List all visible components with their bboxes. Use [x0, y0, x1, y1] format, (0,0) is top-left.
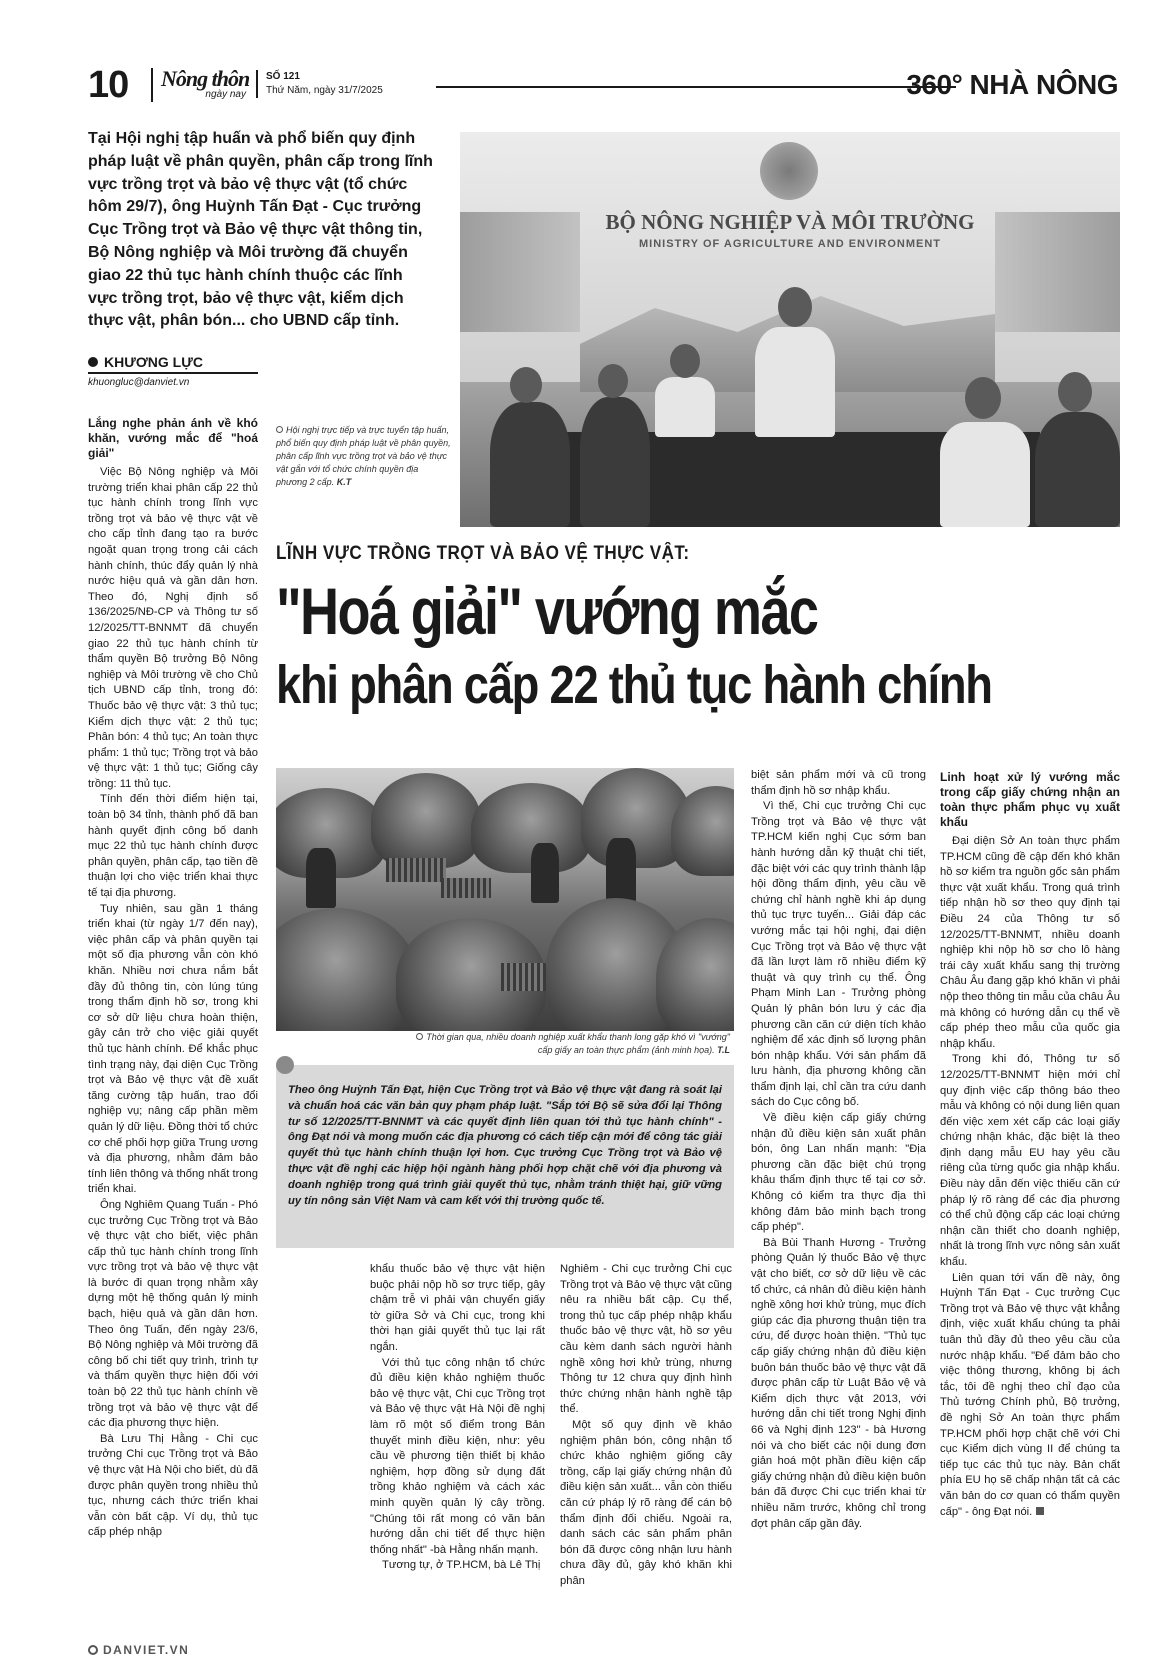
paragraph: Tuy nhiên, sau gần 1 tháng triển khai (từ ngày 1/7 đến nay), việc phân cấp và phân quyền tại một số địa phương vẫn còn khó khăn. Nhiều nơi chưa nắm bắt đầy đủ thông tin, còn lúng túng trong thẩm định hồ sơ, trong khi cơ sở dữ liệu chưa hoàn thiện, gây cản trở cho việc giải quyết thủ tục hành chính. Để khắc phục tình trạng này, đại diện Cục Trồng trọt và Bảo vệ thực vật đề xuất tăng cường tập huấn, trao đổi nghiệp vụ; nâng cấp phần mềm quản lý dữ liệu. Đồng thời tổ chức cơ chế phối hợp giữa Trung ương và địa phương, nhằm đảm bảo tính liên thông và thống nhất trong triển khai.: [88, 902, 258, 1196]
logo-main-text: Nông thôn: [161, 66, 250, 91]
section-title: 360° NHÀ NÔNG: [906, 69, 1118, 100]
end-of-article-icon: [1036, 1507, 1044, 1515]
paragraph: Việc Bộ Nông nghiệp và Môi trường triển khai phân cấp 22 thủ tục hành chính trong lĩnh vực trồng trọt và bảo vệ thực vật về cho cấp tỉnh đang tạo ra bước ngoặt quan trọng trong cải cách hành chính, thúc đẩy quản lý nhà nước hiệu quả và gần dân hơn. Theo đó, Nghị định số 136/2025/NĐ-CP và Thông tư số 12/2025/TT-BNNMT đã chuyển giao 22 thủ tục hành chính từ thẩm quyền Bộ trưởng Bộ Nông nghiệp và Môi trường về cho Chủ tịch UBND cấp tỉnh, trong đó: Thuốc bảo vệ thực vật: 3 thủ tục; Kiểm dịch thực vật: 2 thủ tục; Phân bón: 4 thủ tục; An toàn thực phẩm: 1 thủ tục; Trồng trọt và bảo vệ thực vật: 1 thủ tục; Giống cây trồng: 11 thủ tục.: [88, 466, 258, 790]
worker-figure: [306, 848, 336, 908]
attendee-head: [598, 364, 628, 398]
photo2-credit: T.L: [717, 1045, 730, 1055]
fruit-crate: [501, 963, 551, 991]
logo-sub-text: ngày nay: [205, 89, 246, 100]
paragraph: khẩu thuốc bảo vệ thực vật hiện buộc phải nộp hồ sơ trực tiếp, gây chậm trễ vì phải vận chuyển giấy tờ giữa Sở và Chi cục, trong khi thời hạn giải quyết thủ tục lại rất ngắn.: [370, 1263, 545, 1353]
paragraph: [940, 1271, 1120, 1521]
author-name: KHƯƠNG LỰC: [104, 354, 203, 370]
body-column-1: [88, 416, 258, 1541]
closing-paragraph-text: Liên quan tới vấn đề này, ông Huỳnh Tấn Đạt - Cục trưởng Cục Trồng trọt và Bảo vệ thực vật khẳng định, việc xuất khẩu chúng ta phải tuân thủ đầy đủ theo yêu cầu của nước nhập khẩu. "Để đảm bảo cho việc thông thương, không bị ách tắc, tôi đề nghị theo chỉ đạo của Thủ tướng Chính phủ, Bộ trưởng, đề nghị Sở An toàn thực phẩm TP.HCM phối hợp chặt chẽ với Chi cục Kiểm dịch vùng II để chúng ta tiếp tục các thủ tục này. Bản chất phía EU họ sẽ chấp nhận tất cả các văn bản do cơ quan có thẩm quyền cấp" - ông Đạt nói.: [940, 1271, 1120, 1518]
attendee-head: [965, 377, 1001, 419]
article-lead: Tại Hội nghị tập huấn và phổ biến quy định pháp luật về phân quyền, phân cấp trong lĩnh vực trồng trọt và bảo vệ thực vật (tổ chức hôm 29/7), ông Huỳnh Tấn Đạt - Cục trưởng Cục Trồng trọt và Bảo vệ thực vật thông tin, Bộ Nông nghiệp và Môi trường đã chuyển giao 22 thủ tục hành chính thuộc các lĩnh vực trồng trọt, bảo vệ thực vật, kiểm dịch thực vật, phân bón... cho UBND cấp tỉnh.: [88, 130, 433, 330]
paragraph: Tương tự, ở TP.HCM, bà Lê Thị: [382, 1559, 541, 1572]
newspaper-logo: [151, 66, 250, 102]
page-number: 10: [88, 64, 129, 106]
attendee-head: [670, 344, 700, 378]
attendee-figure: [580, 397, 650, 527]
dragon-fruit-plant: [276, 908, 416, 1031]
quote-icon: [276, 1056, 294, 1074]
subheading-1: Lắng nghe phản ánh về khó khăn, vướng mắc để "hoá giải": [88, 416, 258, 460]
site-logo-icon: [88, 1645, 98, 1655]
header-rule: [436, 86, 956, 88]
speaker-figure: [755, 327, 835, 437]
headline-kicker: LĨNH VỰC TRỒNG TRỌT VÀ BẢO VỆ THỰC VẬT:: [276, 543, 690, 564]
pen-icon: [88, 357, 98, 367]
paragraph: Nghiêm - Chi cục trưởng Chi cục Trồng trọt và Bảo vệ thực vật cũng nêu ra nhiều bất cập. Cụ thể, trong thủ tục cấp phép nhập khẩu thuốc bảo vệ thực vật, hồ sơ yêu cầu kèm danh sách người hành nghề xông hơi khử trùng, nhưng Thông tư 12 chưa quy định hình thức chứng nhận hành nghề tập thể.: [560, 1263, 732, 1416]
quote-text: Theo ông Huỳnh Tấn Đạt, hiện Cục Trồng trọt và Bảo vệ thực vật đang rà soát lại và chuẩn hoá các văn bản quy phạm pháp luật. "Sắp tới Bộ sẽ sửa đổi lại Thông tư số 12/2025/TT-BNNMT và các quyết định liên quan tới thủ tục hành chính" - ông Đạt nói và mong muốn các địa phương có cách tiếp cận mới để công tác giải quyết thủ tục hành chính thuận lợi hơn. Cục trưởng Cục Trồng trọt và Bảo vệ thực vật đề nghị các hiệp hội ngành hàng phối hợp chặt chẽ với địa phương và doanh nghiệp trong quá trình giải quyết thủ tục, nhằm tránh thiệt hại, giữ vững uy tín nông sản Việt Nam và cam kết với thị trường quốc tế.: [288, 1084, 722, 1207]
attendee-head: [1058, 372, 1092, 412]
national-emblem-icon: [760, 142, 818, 200]
camera-icon: [276, 426, 283, 433]
author-block: [88, 354, 258, 388]
paragraph: Vì thế, Chi cục trưởng Chi cục Trồng trọt và Bảo vệ thực vật TP.HCM kiến nghị Cục sớm ban hành hướng dẫn kỹ thuật chi tiết, đặc biệt với các quy trình thành lập hội đồng thẩm định, yêu cầu về chứng chỉ hành nghề khi áp dụng thủ tục trực tuyến... Giải đáp các vướng mắc tại hội nghị, đại diện Cục Trồng trọt và Bảo vệ thực vật đã lần lượt làm rõ nhiều điểm kỹ thuật và quy trình cụ thể. Ông Phạm Minh Lan - Trưởng phòng Quản lý phân bón lưu ý các địa phương cần căn cứ diện tích khảo nghiệm để xác định số lượng phân bón nhập khẩu. Với sản phẩm đã lưu hành, địa phương không cần thẩm định lại, chỉ cần tra cứu danh sách do Cục công bố.: [751, 800, 926, 1109]
photo2-caption: [405, 1031, 730, 1057]
quote-box: [276, 1065, 734, 1248]
paragraph: Về điều kiện cấp giấy chứng nhận đủ điều kiện sản xuất phân bón, ông Lan nhấn mạnh: "Địa phương cần đặc biệt chú trọng khâu thẩm định thực tế tại cơ sở. Không có kiểm tra thực địa thì không đảm bảo minh bạch trong cấp phép".: [751, 1112, 926, 1234]
conference-photo: [460, 132, 1120, 527]
fruit-crate: [441, 878, 491, 898]
attendee-figure: [490, 402, 570, 527]
body-column-5: [751, 768, 926, 1532]
author-email: khuongluc@danviet.vn: [88, 377, 190, 388]
banner-right-panel: [995, 212, 1120, 332]
banner-subtitle: MINISTRY OF AGRICULTURE AND ENVIRONMENT: [639, 238, 941, 250]
paragraph: Bà Lưu Thị Hằng - Chi cục trưởng Chi cục Trồng trọt và Bảo vệ thực vật Hà Nội cho biết, dù đã được phân quyền trong nhiều thủ tục, nhưng cách thức triển khai vẫn còn bất cập. Ví dụ, thủ tục cấp phép nhập: [88, 1432, 258, 1539]
banner-title: BỘ NÔNG NGHIỆP VÀ MÔI TRƯỜNG: [605, 210, 975, 234]
attendee-figure: [655, 377, 715, 437]
footer-site-logo: [88, 1643, 189, 1657]
paragraph: biệt sản phẩm mới và cũ trong thẩm định hồ sơ nhập khẩu.: [751, 769, 926, 797]
fruit-crate: [386, 858, 446, 882]
worker-figure: [606, 838, 636, 903]
paragraph: Với thủ tục công nhận tổ chức đủ điều kiện khảo nghiệm thuốc bảo vệ thực vật, Chi cục Trồng trọt và Bảo vệ thực vật Hà Nội đề nghị làm rõ một số điểm trong Bản thuyết minh điều kiện, như: yêu cầu về phương tiện thiết bị khảo nghiệm, hợp đồng sử dụng đất trồng khảo nghiệm và cách xác minh quyền quản lý cây trồng. "Chúng tôi rất mong có văn bản hướng dẫn chi tiết để thực hiện thống nhất" -bà Hằng nhấn mạnh.: [370, 1356, 545, 1556]
paragraph: Một số quy định về khảo nghiệm phân bón, công nhận tổ chức khảo nghiệm giống cây trồng, cấp lại giấy chứng nhận đủ điều kiện sản xuất... vẫn còn thiếu căn cứ pháp lý rõ ràng để cán bộ thẩm định đối chiếu. Ngoài ra, danh sách các sản phẩm phân bón đã được công nhận lưu hành chưa đầy đủ, gây khó khăn khi phân: [560, 1418, 732, 1587]
camera-icon: [416, 1033, 423, 1040]
page-header: [88, 64, 1118, 106]
issue-info: [256, 70, 383, 98]
banner-left-panel: [460, 212, 580, 332]
hero-caption-text: Hội nghị trực tiếp và trực tuyến tập huấn, phổ biến quy định pháp luật về phân quyền, phân cấp lĩnh vực trồng trọt và bảo vệ thực vật gắn với tổ chức chính quyền địa phương 2 cấp.: [276, 425, 451, 487]
body-column-3: [370, 1262, 545, 1574]
attendee-figure: [1035, 412, 1120, 527]
paragraph: Bà Bùi Thanh Hương - Trưởng phòng Quản lý thuốc Bảo vệ thực vật cho biết, cơ sở dữ liệu về các tổ chức, cá nhân đủ điều kiện hành nghề xông hơi khử trùng, mục đích giúp các địa phương thuận tiện tra cứu, để được hoàn thiện. "Thủ tục cấp giấy chứng nhận đủ điều kiện buôn bán thuốc bảo vệ thực vật đã được phân cấp từ Luật Bảo vệ và Kiểm dịch thực vật 2013, với hướng dẫn chi tiết trong Nghị định 66 và Nghị định 123" - bà Hương nói và cho biết các nội dung đơn giản hoá một phần điều kiện cấp giấy chứng nhận đủ điều kiện buôn bán đã được Chi cục triển khai từ nhiều năm trước, không chỉ trong đợt phân cấp gần đây.: [751, 1236, 926, 1530]
headline-line-2: khi phân cấp 22 thủ tục hành chính: [276, 655, 992, 715]
paragraph: Ông Nghiêm Quang Tuấn - Phó cục trưởng Cục Trồng trọt và Bảo vệ thực vật cho biết, việc phân cấp thủ tục hành chính trong lĩnh vực trồng trọt và bảo vệ thực vật là bước đi quan trọng nhằm xây dựng một hệ thống quản lý minh bạch, hiệu quả và gần dân hơn. Theo ông Tuấn, đến ngày 23/6, Bộ Nông nghiệp và Môi trường đã công bố chi tiết quy trình, trình tự và thẩm quyền thực hiện đối với toàn bộ 22 thủ tục hành chính về trồng trọt và bảo vệ thực vật để các địa phương thực hiện.: [88, 1198, 258, 1430]
speaker-head: [778, 287, 812, 327]
headline-line-1: "Hoá giải" vướng mắc: [276, 574, 818, 648]
footer-site-text: DANVIET.VN: [103, 1643, 190, 1657]
paragraph: Tính đến thời điểm hiện tại, toàn bộ 34 tỉnh, thành phố đã ban hành quyết định công bố danh mục 22 thủ tục hành chính được phân quyền, phân cấp, tạo tiền đề thuận lợi cho việc triển khai thực tế tại địa phương.: [88, 793, 258, 900]
issue-number: SỐ 121: [266, 71, 300, 82]
attendee-figure: [940, 422, 1030, 527]
dragon-fruit-plant: [371, 773, 481, 868]
photo2-caption-text: Thời gian qua, nhiều doanh nghiệp xuất khẩu thanh long gặp khó vì "vướng" cấp giấy an toàn thực phẩm (ảnh minh họa).: [426, 1032, 730, 1055]
subheading-2: Linh hoạt xử lý vướng mắc trong cấp giấy chứng nhận an toàn thực phẩm phục vụ xuất khẩu: [940, 770, 1120, 829]
worker-figure: [531, 843, 559, 903]
paragraph: Đại diện Sở An toàn thực phẩm TP.HCM cũng đề cập đến khó khăn hồ sơ kiểm tra nguồn gốc sản phẩm thực vật xuất khẩu. Trong quá trình tiếp nhận hồ sơ theo quy định tại Điều 24 của Thông tư số 12/2025/TT-BNNMT, nhiều doanh nghiệp khi nộp hồ sơ cho lô hàng trái cây xuất khẩu sang thị trường Châu Âu đang gặp khó khăn vì phải nộp theo thông tin mẫu của châu Âu mà không có hướng dẫn cụ thể về cấp phép theo mẫu của quốc gia nhập khẩu.: [940, 835, 1120, 1050]
body-column-6: [940, 770, 1120, 1520]
paragraph: Trong khi đó, Thông tư số 12/2025/TT-BNNMT hiện mới chỉ quy định việc cấp thông báo theo mẫu và không có nội dung liên quan đến việc xem xét cấp các loại giấy chứng nhận khác, đặc biệt là theo định dạng mẫu EU hay yêu cầu riêng của từng quốc gia nhập khẩu. Điều này dẫn đến việc thiếu căn cứ pháp lý rõ ràng để các địa phương có thể chủ động cấp các loại chứng nhận cần thiết cho doanh nghiệp, nhất là trong lĩnh vực nông sản xuất khẩu.: [940, 1053, 1120, 1269]
dragon-fruit-photo: [276, 768, 734, 1031]
attendee-head: [510, 367, 542, 403]
hero-credit: K.T: [336, 477, 352, 487]
issue-date: Thứ Năm, ngày 31/7/2025: [266, 85, 383, 96]
body-column-4: [560, 1262, 732, 1589]
hero-caption: [276, 424, 451, 489]
author-name-row: [88, 354, 258, 374]
